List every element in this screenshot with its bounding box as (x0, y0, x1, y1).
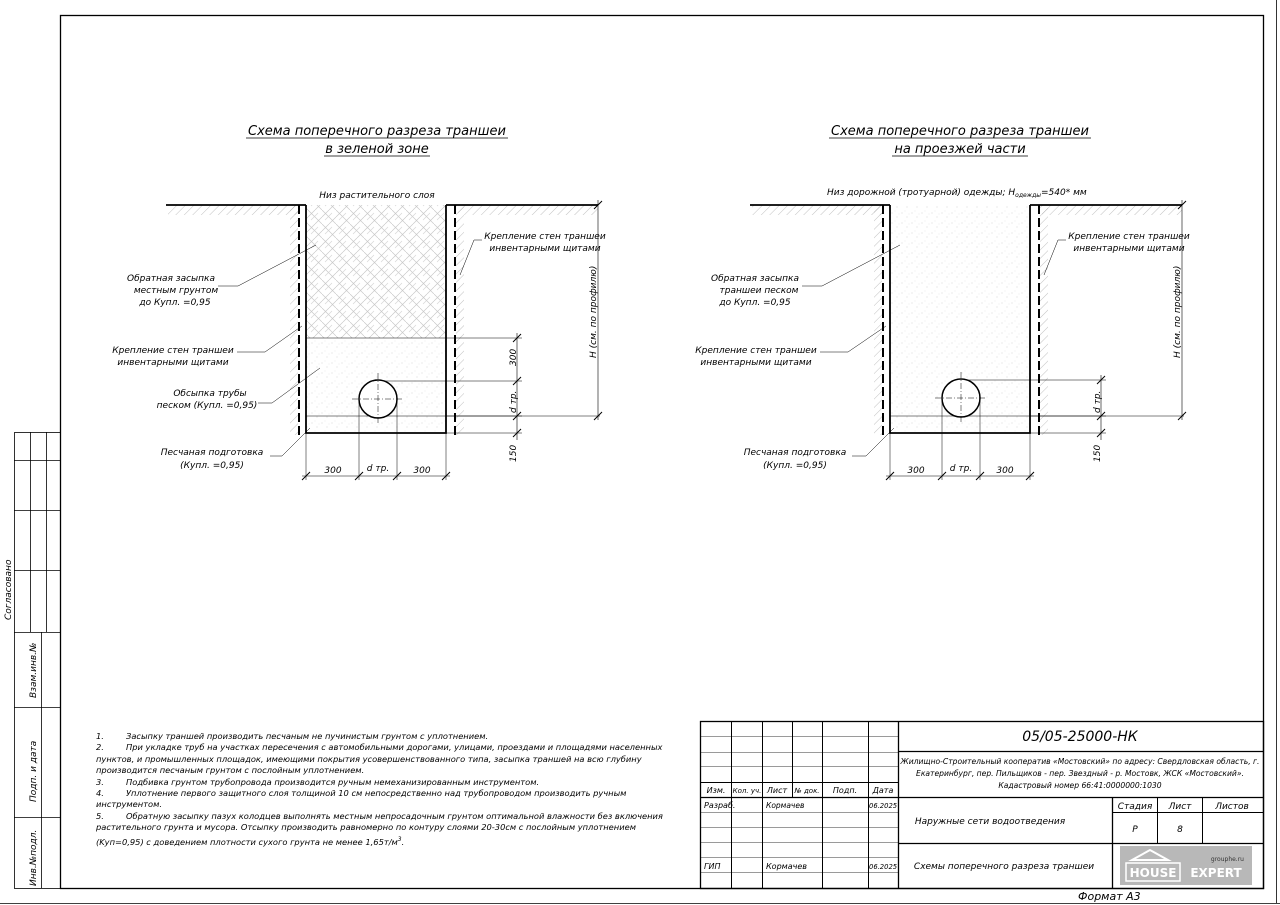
stage-header: Стадия (1117, 802, 1153, 812)
left-dim-dtr: d тр. (509, 390, 519, 413)
hdr-podp: Подп. (832, 786, 858, 795)
hdr-ndok: № док. (794, 787, 820, 795)
left-diagram (112, 124, 606, 480)
object-line-2: Екатеринбург, пер. Пильщиков - пер. Звездный - р. Мостовк, ЖСК «Мостовский». (916, 769, 1244, 778)
section-name: Наружные сети водоотведения (914, 817, 1066, 827)
left-shoring-label (112, 346, 234, 368)
left-dim-H: H (см. по профилю) (589, 265, 599, 358)
svg-text:Крепление стен траншеи: Крепление стен траншеи (1068, 232, 1190, 242)
razrab-name: Кормачев (766, 801, 805, 810)
right-sand-bed-label (744, 448, 847, 471)
sheets-header: Листов (1215, 802, 1249, 812)
right-backfill-label (711, 274, 799, 308)
right-dim-150: 150 (1093, 444, 1103, 462)
svg-text:Песчаная подготовка: Песчаная подготовка (743, 448, 847, 458)
agreed-label: Согласовано (4, 559, 14, 620)
right-bottom-300b: 300 (996, 466, 1014, 476)
format-label: Формат А3 (1078, 890, 1141, 903)
left-bottom-dtr: d тр. (366, 464, 390, 474)
svg-text:EXPERT: EXPERT (1190, 866, 1242, 880)
note-4: 4. Уплотнение первого защитного слоя толщиной 10 см непосредственно над трубопроводом производить ручным инструментом. (96, 788, 627, 810)
hdr-izm: Изм. (706, 786, 726, 795)
svg-text:Обсыпка трубы: Обсыпка трубы (173, 389, 247, 399)
sheet-name: Схемы поперечного разреза траншеи (913, 862, 1095, 872)
left-bottom-300b: 300 (413, 466, 431, 476)
general-notes (96, 731, 686, 848)
left-sand-bed-label (161, 448, 264, 471)
right-shoring-right-label (1068, 232, 1190, 254)
svg-text:инвентарными щитами: инвентарными щитами (117, 358, 229, 368)
right-bottom-dtr: d тр. (949, 464, 973, 474)
svg-text:инвентарными щитами: инвентарными щитами (700, 358, 812, 368)
svg-text:grouphe.ru: grouphe.ru (1210, 856, 1244, 863)
right-shoring-label (695, 346, 817, 368)
note-5: 5. Обратную засыпку пазух колодцев выполнять местным непросадочным грунтом оптимальной влажности без включения растительного грунта и мусора. Отсыпку производить равномерно по контуру слоями 20-30см с послойным уплотнением (Kуп=0,95) с доведением плотности сухого грунта не менее $1,65т/м^3$. (96, 810, 663, 847)
object-line-3: Кадастровый номер 66:41:0000000:1030 (998, 781, 1162, 790)
right-bottom-300a: 300 (907, 466, 925, 476)
svg-text:HOUSE: HOUSE (1129, 866, 1177, 880)
svg-text:(Купл. =0,95): (Купл. =0,95) (763, 461, 827, 471)
gip-name: Кормачев (766, 862, 807, 871)
left-shoring-right-label (484, 232, 606, 254)
svg-text:Крепление стен траншеи: Крепление стен траншеи (112, 346, 234, 356)
hdr-data: Дата (872, 786, 894, 795)
sheet-value: 8 (1177, 825, 1183, 835)
right-title-1: Схема поперечного разреза траншеи (831, 124, 1089, 139)
svg-text:до Купл. =0,95: до Купл. =0,95 (719, 298, 791, 308)
note-1: 1. Засыпку траншей производить песчаным не пучинистым грунтом с уплотнением. (96, 731, 489, 741)
svg-text:Обратная засыпка: Обратная засыпка (127, 274, 215, 284)
gip-role: ГИП (704, 862, 721, 871)
object-line-1: Жилищно-Строительный кооператив «Мостовский» по адресу: Свердловская область, г. (900, 757, 1260, 766)
left-top-label: Низ растительного слоя (319, 191, 435, 201)
left-dim-150: 150 (509, 444, 519, 462)
left-title-2: в зеленой зоне (325, 142, 429, 157)
svg-text:песком (Купл. =0,95): песком (Купл. =0,95) (156, 401, 258, 411)
right-top-label: Низ дорожной (тротуарной) одежды; $H_{одежды}=540*$ мм (827, 188, 1087, 199)
left-bottom-300a: 300 (324, 466, 342, 476)
sheet-header: Лист (1168, 802, 1192, 812)
hdr-list: Лист (766, 786, 788, 795)
doc-code: 05/05-25000-НК (1022, 729, 1138, 745)
note-3: 3. Подбивка грунтом трубопровода производится ручным немеханизированным инструментом. (96, 776, 540, 787)
gip-date: 06.2025 (869, 863, 898, 871)
svg-text:Песчаная подготовка: Песчаная подготовка (160, 448, 264, 458)
right-dim-dtr: d тр. (1093, 390, 1103, 413)
svg-text:инвентарными щитами: инвентарными щитами (1073, 244, 1185, 254)
house-expert-logo (1120, 846, 1252, 885)
razrab-role: Разраб. (704, 801, 736, 810)
left-pipe-fill-label (157, 389, 258, 411)
left-dim-300: 300 (509, 348, 519, 366)
vzam-label: Взам.инв.№ (29, 642, 39, 698)
razrab-date: 06.2025 (869, 802, 898, 810)
svg-text:инвентарными щитами: инвентарными щитами (489, 244, 601, 254)
left-backfill-label (127, 274, 218, 308)
right-title-2: на проезжей части (894, 142, 1026, 157)
left-title-1: Схема поперечного разреза траншеи (248, 124, 506, 139)
svg-text:Крепление стен траншеи: Крепление стен траншеи (484, 232, 606, 242)
svg-text:Обратная засыпка: Обратная засыпка (711, 274, 799, 284)
hdr-kol: Кол. уч. (732, 787, 762, 795)
stage-value: Р (1132, 825, 1138, 835)
sign-date-label: Подп. и дата (29, 740, 39, 802)
svg-text:до Купл. =0,95: до Купл. =0,95 (139, 298, 211, 308)
right-diagram (695, 124, 1190, 480)
svg-text:(Купл. =0,95): (Купл. =0,95) (180, 461, 244, 471)
svg-text:траншеи песком: траншеи песком (719, 286, 799, 296)
svg-text:местным грунтом: местным грунтом (133, 286, 219, 296)
note-2: 2. При укладке труб на участках пересечения с автомобильными дорогами, улицами, проездами и площадями населенных пунктов, и промышленных площадок, имеющими покрытия усовершенствованного типа, засыпка траншей на всю глубину производится песчаным грунтом с послойным уплотнением. (96, 742, 663, 776)
inv-label: Инв.№подл. (29, 829, 39, 886)
right-dim-H: H (см. по профилю) (1173, 265, 1183, 358)
svg-text:Крепление стен траншеи: Крепление стен траншеи (695, 346, 817, 356)
